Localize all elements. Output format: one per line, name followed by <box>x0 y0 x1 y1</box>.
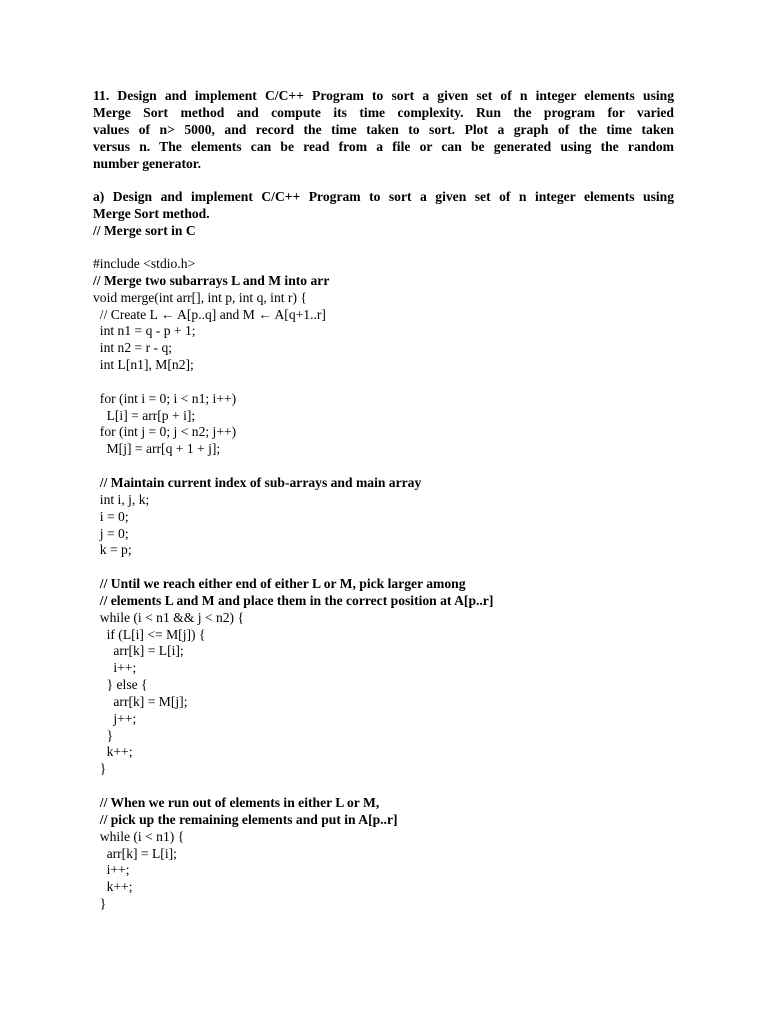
code-blank-line <box>93 559 674 576</box>
question-paragraph <box>93 88 674 173</box>
code-line: } <box>93 761 107 777</box>
code-line: } <box>93 896 107 912</box>
code-line: k = p; <box>93 542 132 558</box>
code-line: arr[k] = L[i]; <box>93 845 177 861</box>
code-comment-line: // pick up the remaining elements and put in A[p..r] <box>93 811 398 827</box>
code-line: // Create L ← A[p..q] and M ← A[q+1..r] <box>93 306 326 322</box>
code-comment-line: // Merge two subarrays L and M into arr <box>93 272 330 288</box>
question-line: 11. Design and implement C/C++ Program to sort a given set of n integer elements using <box>93 88 674 103</box>
code-line: i++; <box>93 660 137 676</box>
code-comment-line: // When we run out of elements in either L or M, <box>93 795 380 810</box>
code-line: j = 0; <box>93 525 129 541</box>
code-line: arr[k] = M[j]; <box>93 693 188 709</box>
code-blank-line <box>93 374 674 391</box>
code-line: L[i] = arr[p + i]; <box>93 407 196 423</box>
code-line: void merge(int arr[], int p, int q, int r) { <box>93 289 307 305</box>
code-comment-line: // Until we reach either end of either L or M, pick larger among <box>93 576 466 592</box>
question-line: Merge Sort method and compute its time complexity. Run the program for varied <box>93 104 674 120</box>
question-line: versus n. The elements can be read from a file or can be generated using the random <box>93 138 674 154</box>
code-blank-line <box>93 778 674 795</box>
code-comment-line: // elements L and M and place them in the correct position at A[p..r] <box>93 592 494 608</box>
question-line: number generator. <box>93 155 201 171</box>
code-line: arr[k] = L[i]; <box>93 643 184 659</box>
code-line: #include <stdio.h> <box>93 256 196 271</box>
code-line: i++; <box>93 862 130 878</box>
part-a-paragraph <box>93 189 674 240</box>
code-line: int n2 = r - q; <box>93 340 173 356</box>
code-line: } <box>93 727 114 743</box>
code-line: k++; <box>93 879 133 895</box>
code-comment-line: // Maintain current index of sub-arrays and main array <box>93 474 422 490</box>
code-line: } else { <box>93 677 148 693</box>
code-line: int L[n1], M[n2]; <box>93 357 194 373</box>
code-line: while (i < n1 && j < n2) { <box>93 609 244 625</box>
code-blank-line <box>93 458 674 475</box>
code-listing <box>93 256 674 913</box>
part-a-subtitle: // Merge sort in C <box>93 222 196 238</box>
part-a-line: a) Design and implement C/C++ Program to sort a given set of n integer elements using <box>93 189 674 204</box>
code-line: j++; <box>93 710 137 726</box>
code-line: for (int i = 0; i < n1; i++) <box>93 390 237 406</box>
code-line: i = 0; <box>93 508 129 524</box>
code-line: for (int j = 0; j < n2; j++) <box>93 424 237 440</box>
question-line: values of n> 5000, and record the time taken to sort. Plot a graph of the time taken <box>93 121 674 137</box>
code-line: M[j] = arr[q + 1 + j]; <box>93 441 221 457</box>
code-line: k++; <box>93 744 133 760</box>
code-line: while (i < n1) { <box>93 828 185 844</box>
code-line: if (L[i] <= M[j]) { <box>93 626 206 642</box>
code-line: int i, j, k; <box>93 491 150 507</box>
part-a-line: Merge Sort method. <box>93 205 210 221</box>
code-line: int n1 = q - p + 1; <box>93 323 196 339</box>
